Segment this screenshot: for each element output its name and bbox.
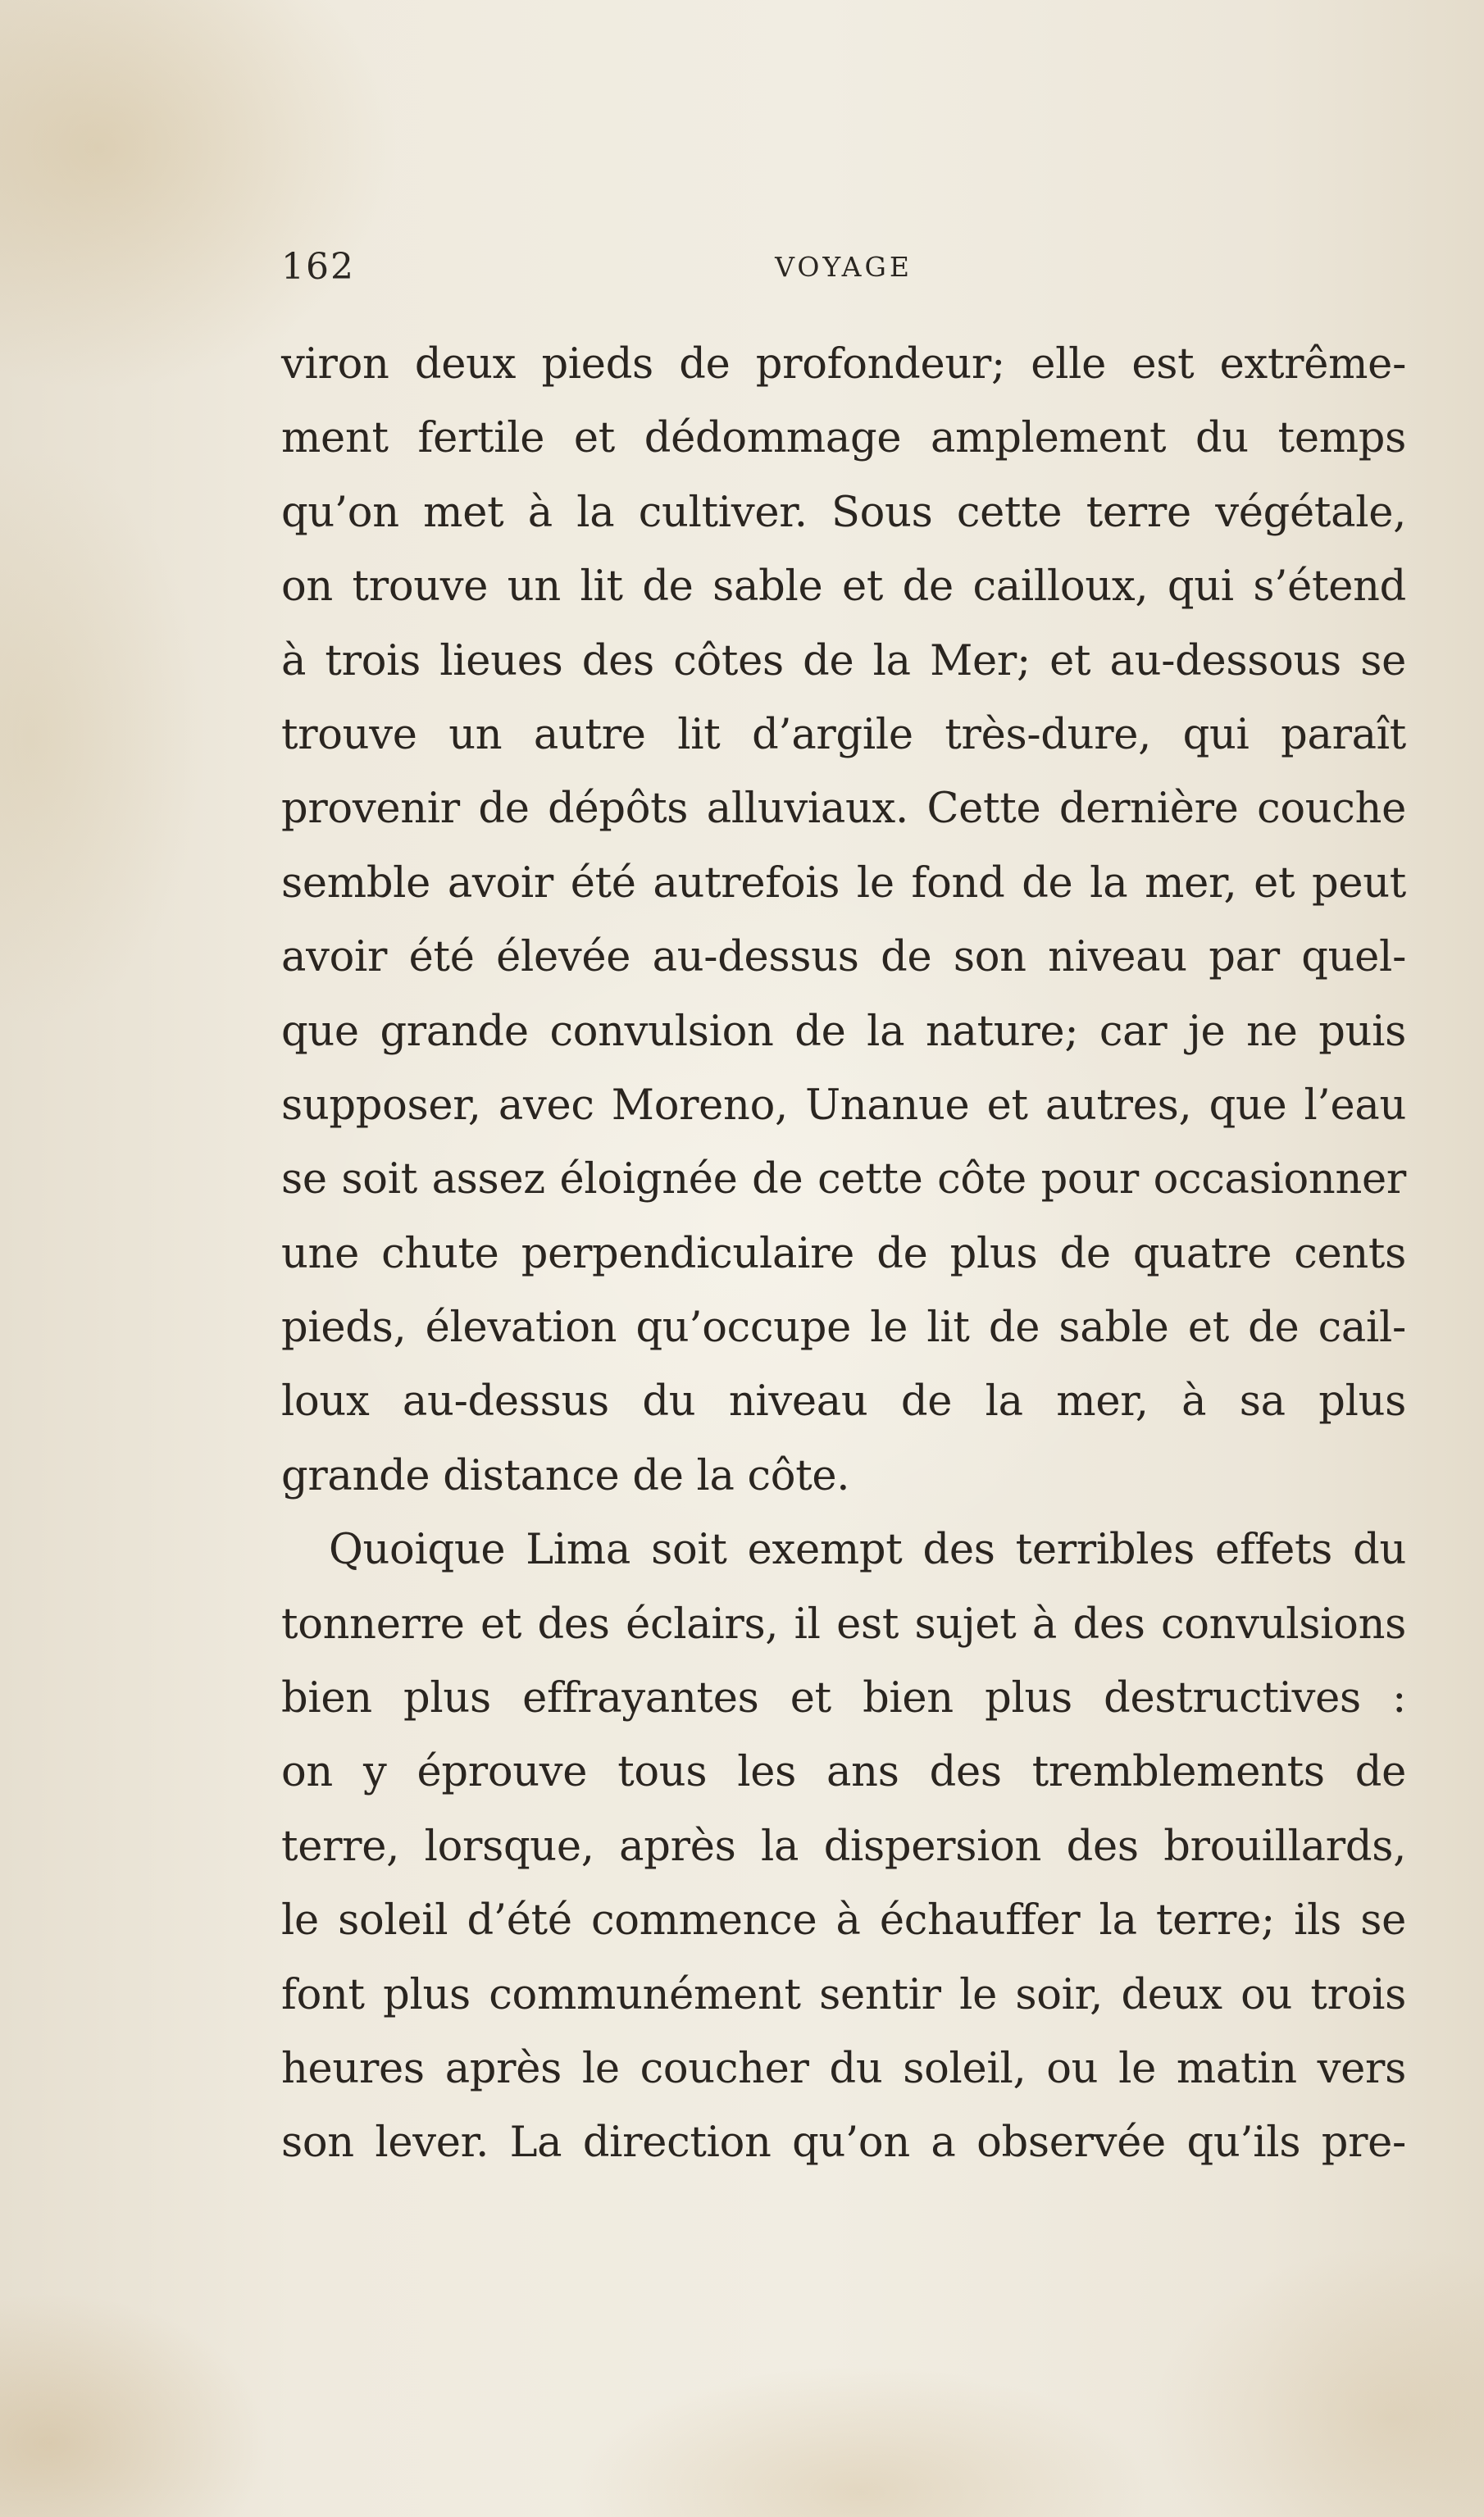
body-text bbox=[281, 328, 1406, 2181]
paragraph-end-line: grande distance de la côte. bbox=[281, 1451, 850, 1500]
text-line: se soit assez éloignée de cette côte pour occasionner bbox=[281, 1155, 1406, 1204]
text-line: son lever. La direction qu’on a observée qu’ils pre- bbox=[281, 2119, 1406, 2168]
text-line: viron deux pieds de profondeur; elle est extrême- bbox=[281, 340, 1406, 389]
text-line: pieds, élevation qu’occupe le lit de sable et de cail- bbox=[281, 1304, 1406, 1353]
running-head bbox=[281, 243, 1406, 292]
text-line: tonnerre et des éclairs, il est sujet à des convulsions bbox=[281, 1600, 1406, 1649]
text-line: bien plus effrayantes et bien plus destructives : bbox=[281, 1674, 1406, 1723]
text-line: trouve un autre lit d’argile très-dure, qui paraît bbox=[281, 710, 1406, 759]
text-line: semble avoir été autrefois le fond de la mer, et peut bbox=[281, 858, 1406, 908]
text-line: provenir de dépôts alluviaux. Cette dernière couche bbox=[281, 785, 1406, 834]
text-line: avoir été élevée au-dessus de son niveau par quel- bbox=[281, 933, 1406, 982]
text-line: on y éprouve tous les ans des tremblements de bbox=[281, 1748, 1406, 1797]
text-line: le soleil d’été commence à échauffer la terre; ils se bbox=[281, 1896, 1406, 1946]
text-line: qu’on met à la cultiver. Sous cette terre végétale, bbox=[281, 488, 1406, 537]
text-line: on trouve un lit de sable et de cailloux, qui s’étend bbox=[281, 562, 1406, 612]
page-number: 162 bbox=[281, 246, 355, 288]
text-line: une chute perpendiculaire de plus de quatre cents bbox=[281, 1229, 1406, 1278]
text-line: loux au-dessus du niveau de la mer, à sa plus bbox=[281, 1377, 1406, 1427]
text-line: font plus communément sentir le soir, deux ou trois bbox=[281, 1970, 1406, 2019]
paragraph-start-line: Quoique Lima soit exempt des terribles effets du bbox=[329, 1526, 1406, 1575]
text-line: terre, lorsque, après la dispersion des brouillards, bbox=[281, 1822, 1406, 1871]
text-line: ment fertile et dédommage amplement du temps bbox=[281, 414, 1406, 463]
text-line: que grande convulsion de la nature; car je ne puis bbox=[281, 1007, 1406, 1056]
running-title: VOYAGE bbox=[775, 251, 913, 283]
text-line: supposer, avec Moreno, Unanue et autres, que l’eau bbox=[281, 1081, 1406, 1130]
text-line: à trois lieues des côtes de la Mer; et au-dessous se bbox=[281, 636, 1406, 685]
text-line: heures après le coucher du soleil, ou le matin vers bbox=[281, 2044, 1406, 2093]
